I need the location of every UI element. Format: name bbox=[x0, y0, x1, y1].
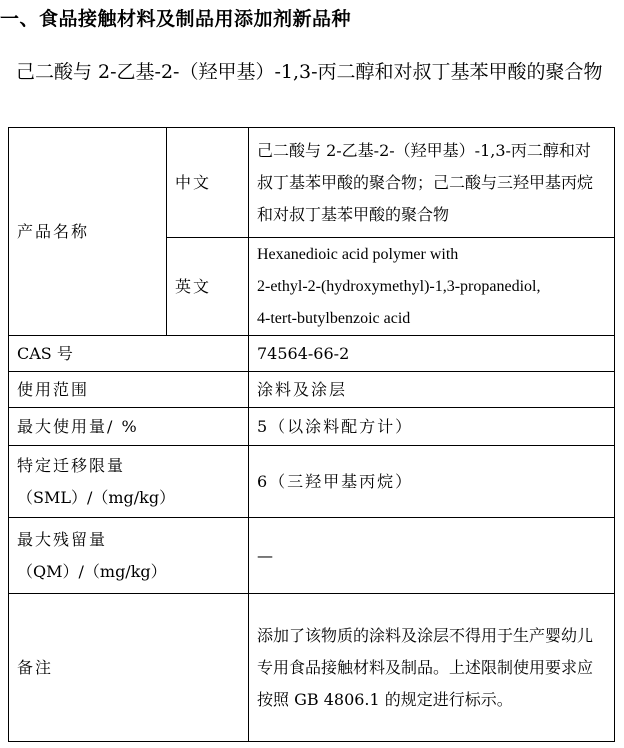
scope-label: 使用范围 bbox=[9, 372, 249, 408]
scope-value: 涂料及涂层 bbox=[249, 372, 615, 408]
table-row-sml bbox=[9, 446, 615, 518]
table-row-remarks bbox=[9, 594, 615, 742]
sml-label bbox=[9, 446, 249, 518]
substance-title: 己二酸与 2-乙基-2-（羟甲基）-1,3-丙二醇和对叔丁基苯甲酸的聚合物 bbox=[16, 61, 603, 83]
specification-table bbox=[8, 127, 615, 742]
table-row-cas bbox=[9, 336, 615, 372]
qm-value: — bbox=[249, 518, 615, 594]
table-row-scope bbox=[9, 372, 615, 408]
qm-label-line2: （QM）/（mg/kg） bbox=[17, 561, 167, 581]
english-name-line: 2-ethyl-2-(hydroxymethyl)-1,3-propanediol, bbox=[257, 277, 541, 295]
english-name-line: 4-tert-butylbenzoic acid bbox=[257, 309, 411, 327]
sml-label-line2: （SML）/（mg/kg） bbox=[17, 487, 176, 507]
sml-label-line1: 特定迁移限量 bbox=[17, 455, 126, 475]
table-row-qm bbox=[9, 518, 615, 594]
qm-label-line1: 最大残留量 bbox=[17, 529, 108, 549]
cas-value: 74564-66-2 bbox=[249, 336, 615, 372]
remarks-label: 备注 bbox=[9, 594, 249, 742]
remarks-value: 添加了该物质的涂料及涂层不得用于生产婴幼儿专用食品接触材料及制品。上述限制使用要求应按照 GB 4806.1 的规定进行标示。 bbox=[249, 594, 615, 742]
english-name-value bbox=[249, 238, 615, 336]
max-use-value: 5（以涂料配方计） bbox=[249, 408, 615, 446]
chinese-name-label: 中文 bbox=[167, 128, 249, 238]
english-name-label: 英文 bbox=[167, 238, 249, 336]
product-name-label: 产品名称 bbox=[9, 128, 167, 336]
table-row-chinese-name bbox=[9, 128, 615, 238]
cas-label: CAS 号 bbox=[9, 336, 249, 372]
sml-value: 6（三羟甲基丙烷） bbox=[249, 446, 615, 518]
section-heading: 一、食品接触材料及制品用添加剂新品种 bbox=[0, 8, 352, 30]
table-row-max-use bbox=[9, 408, 615, 446]
qm-label bbox=[9, 518, 249, 594]
chinese-name-value: 己二酸与 2-乙基-2-（羟甲基）-1,3-丙二醇和对叔丁基苯甲酸的聚合物；己二酸与三羟甲基丙烷和对叔丁基苯甲酸的聚合物 bbox=[249, 128, 615, 238]
max-use-label: 最大使用量/ % bbox=[9, 408, 249, 446]
english-name-line: Hexanedioic acid polymer with bbox=[257, 245, 459, 263]
